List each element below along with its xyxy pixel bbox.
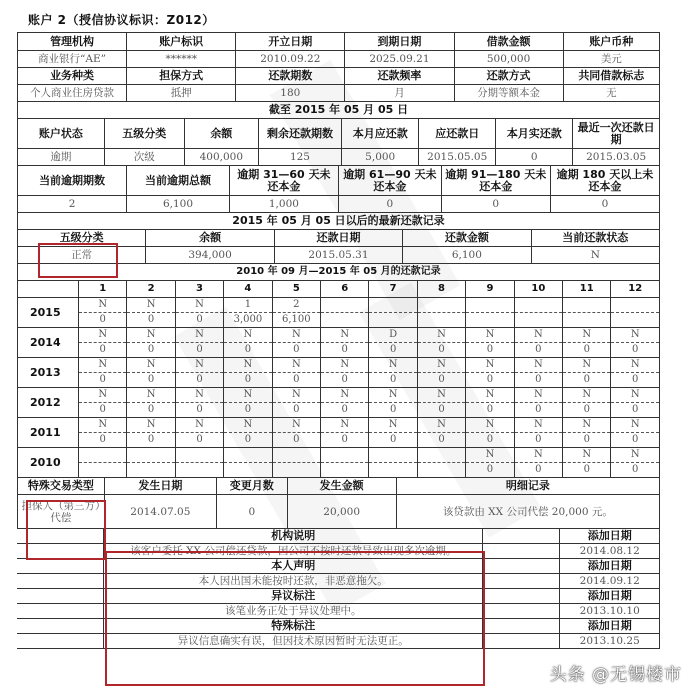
status-cell: N [466,328,514,343]
status-cell: N [78,418,126,433]
header-cell: 发生金额 [287,478,396,495]
value-cell: 500,000 [454,51,563,68]
amount-cell: 3,000 [224,313,272,328]
status-cell: N [321,358,369,373]
amount-cell: 0 [417,343,465,358]
status-cell [369,298,417,313]
header-cell: 担保方式 [127,68,236,85]
amount-cell: 0 [127,343,175,358]
amount-cell: 0 [466,343,514,358]
header-cell: 最近一次还款日期 [573,119,660,149]
header-cell: 还款日期 [274,230,402,247]
amount-cell: 0 [175,373,223,388]
value-cell: 商业银行“AE” [18,51,127,68]
header-cell: 五级分类 [18,230,146,247]
note-text: 本人因出国未能按时还款，非恶意拖欠。 [104,574,483,589]
amount-cell: 0 [514,463,562,478]
value-cell: 美元 [563,51,659,68]
amount-cell: 0 [466,403,514,418]
status-cell: N [127,298,175,313]
value-cell: 2 [18,196,127,213]
amount-cell: 0 [369,433,417,448]
amount-cell: 0 [417,403,465,418]
amount-cell: 0 [563,403,611,418]
year-label: 2012 [18,388,79,418]
status-cell: N [272,358,320,373]
status-cell: N [514,418,562,433]
year-label: 2013 [18,358,79,388]
note-date: 2014.08.12 [560,544,660,559]
header-cell: 逾期 91—180 天未还本金 [441,166,550,196]
header-cell: 还款期数 [236,68,345,85]
header-cell: 当前逾期总额 [127,166,230,196]
header-cell: 明细记录 [396,478,659,495]
header-cell: 本月应还款 [342,119,419,149]
latest-record-table [17,212,660,264]
status-cell: N [611,388,660,403]
amount-cell: 0 [369,343,417,358]
amount-cell: 0 [224,403,272,418]
amount-cell: 6,100 [272,313,320,328]
status-cell [175,448,223,463]
status-cell: N [466,448,514,463]
amount-cell: 0 [127,403,175,418]
status-cell [369,448,417,463]
status-cell: N [611,328,660,343]
amount-cell: 0 [369,373,417,388]
amount-cell: 0 [611,403,660,418]
amount-cell: 0 [417,433,465,448]
month-header: 9 [466,281,514,298]
amount-cell: 0 [127,373,175,388]
status-cell: N [563,388,611,403]
status-cell: N [272,388,320,403]
amount-cell [369,463,417,478]
section-title-latest: 2015 年 05 月 05 日以后的最新还款记录 [18,213,660,230]
amount-cell [417,313,465,328]
amount-cell: 0 [224,373,272,388]
amount-cell: 0 [514,403,562,418]
header-cell: 当前逾期期数 [18,166,127,196]
special-amount-value: 20,000 [287,495,396,529]
amount-cell [321,313,369,328]
value-cell: 正常 [18,247,146,264]
amount-cell: 0 [563,343,611,358]
status-cell: N [369,358,417,373]
status-cell: N [127,388,175,403]
note-date-label: 添加日期 [560,619,660,634]
header-cell: 账户标识 [127,33,236,51]
amount-cell [369,313,417,328]
notes-table [17,528,660,649]
note-title: 特殊标注 [104,619,483,634]
amount-cell: 0 [514,343,562,358]
status-cell: 2 [272,298,320,313]
value-cell: 次级 [104,149,184,166]
note-title: 异议标注 [104,589,483,604]
amount-cell: 0 [611,433,660,448]
header-cell: 业务种类 [18,68,127,85]
status-cell: N [611,418,660,433]
special-transaction-table [17,477,660,529]
header-cell: 本月实还款 [496,119,573,149]
amount-cell: 0 [78,373,126,388]
amount-cell: 0 [321,403,369,418]
note-date: 2013.10.10 [560,604,660,619]
header-cell: 账户状态 [18,119,105,149]
header-cell: 管理机构 [18,33,127,51]
month-header: 5 [272,281,320,298]
amount-cell: 0 [78,403,126,418]
status-cell [272,448,320,463]
note-text: 异议信息确实有误，但因技术原因暂时无法更正。 [104,634,483,649]
status-cell: N [127,358,175,373]
header-cell: 到期日期 [345,33,454,51]
amount-cell [514,313,562,328]
note-date-label: 添加日期 [560,589,660,604]
status-cell: N [224,328,272,343]
status-cell: N [563,358,611,373]
status-cell [321,448,369,463]
value-cell: 6,100 [127,196,230,213]
status-cell: N [175,388,223,403]
status-cell: N [514,388,562,403]
status-cell: N [611,358,660,373]
special-type-value: 担保人（第三方）代偿 [18,495,105,529]
note-title: 本人声明 [104,559,483,574]
status-cell: N [417,328,465,343]
value-cell: 180 [236,85,345,102]
amount-cell: 0 [466,463,514,478]
header-cell: 余额 [146,230,274,247]
amount-cell [127,463,175,478]
status-cell: N [466,388,514,403]
amount-cell: 0 [175,433,223,448]
status-cell: N [321,328,369,343]
amount-cell: 0 [224,433,272,448]
status-cell: N [321,418,369,433]
status-cell: N [175,358,223,373]
month-header: 2 [127,281,175,298]
year-label: 2010 [18,448,79,478]
value-cell: 394,000 [146,247,274,264]
status-cell: N [563,418,611,433]
header-cell: 五级分类 [104,119,184,149]
status-cell: N [175,298,223,313]
header-cell: 变更月数 [217,478,288,495]
special-date-value: 2014.07.05 [104,495,216,529]
amount-cell: 0 [563,463,611,478]
month-header: 10 [514,281,562,298]
value-cell: 2025.09.21 [345,51,454,68]
status-cell: N [563,448,611,463]
value-cell: 月 [345,85,454,102]
amount-cell: 0 [272,373,320,388]
amount-cell: 0 [514,373,562,388]
value-cell: 1,000 [229,196,338,213]
header-cell: 应还款日 [419,119,496,149]
header-cell: 还款频率 [345,68,454,85]
month-header: 7 [369,281,417,298]
credit-report-account [17,32,660,649]
status-cell: N [417,418,465,433]
amount-cell: 0 [514,433,562,448]
status-cell: N [78,388,126,403]
note-text: 该客户委托 XX 公司偿还贷款，因公司不按时还款导致出现多次逾期。 [104,544,483,559]
amount-cell: 0 [127,433,175,448]
amount-cell [563,313,611,328]
status-cell: N [514,328,562,343]
header-cell: 发生日期 [104,478,216,495]
value-cell: 0 [441,196,550,213]
status-cell: 1 [224,298,272,313]
amount-cell: 0 [321,373,369,388]
amount-cell: 0 [611,373,660,388]
note-date: 2014.09.12 [560,574,660,589]
amount-cell: 0 [175,343,223,358]
status-cell [417,298,465,313]
status-cell [611,298,660,313]
amount-cell: 0 [78,313,126,328]
status-cell: N [78,358,126,373]
header-cell: 逾期 31—60 天未还本金 [229,166,338,196]
amount-cell: 0 [369,403,417,418]
status-cell: N [78,298,126,313]
value-cell: 个人商业住房贷款 [18,85,127,102]
header-cell: 特殊交易类型 [18,478,105,495]
month-header: 3 [175,281,223,298]
status-cell: N [272,328,320,343]
status-cell: N [514,448,562,463]
status-cell [514,298,562,313]
overdue-table [17,165,660,213]
value-cell: 无 [563,85,659,102]
status-cell: N [175,418,223,433]
value-cell: 6,100 [403,247,531,264]
value-cell: 0 [550,196,659,213]
status-cell: N [369,418,417,433]
status-cell: N [611,448,660,463]
status-cell: N [563,328,611,343]
value-cell: 5,000 [342,149,419,166]
as-of-table [17,101,660,166]
section-title-history: 2010 年 09 月—2015 年 05 月的还款记录 [18,264,660,281]
header-cell: 逾期 180 天以上未还本金 [550,166,659,196]
amount-cell: 0 [563,433,611,448]
value-cell: 125 [258,149,341,166]
status-cell: N [175,328,223,343]
account-title: 账户 2（授信协议标识：Z012） [28,13,215,27]
section-title-as-of: 截至 2015 年 05 月 05 日 [18,102,660,119]
status-cell: N [369,388,417,403]
amount-cell [321,463,369,478]
amount-cell [417,463,465,478]
amount-cell [224,463,272,478]
amount-cell [466,313,514,328]
header-cell: 剩余还款期数 [258,119,341,149]
note-date-label: 添加日期 [560,559,660,574]
status-cell: N [127,418,175,433]
amount-cell: 0 [563,373,611,388]
basic-info-table [17,32,660,102]
amount-cell: 0 [175,403,223,418]
status-cell: D [369,328,417,343]
status-cell [321,298,369,313]
note-date: 2013.10.25 [560,634,660,649]
value-cell: 2015.03.05 [573,149,660,166]
amount-cell: 0 [466,373,514,388]
value-cell: ****** [127,51,236,68]
status-cell: N [466,418,514,433]
value-cell: 400,000 [184,149,258,166]
header-cell: 逾期 61—90 天未还本金 [338,166,441,196]
status-cell: N [224,388,272,403]
year-label: 2014 [18,328,79,358]
amount-cell: 0 [611,343,660,358]
month-header: 4 [224,281,272,298]
value-cell: 0 [496,149,573,166]
amount-cell: 0 [272,433,320,448]
status-cell [563,298,611,313]
month-header: 1 [78,281,126,298]
amount-cell: 0 [611,463,660,478]
amount-cell [175,463,223,478]
corner-cell [18,281,79,298]
status-cell [466,298,514,313]
month-header: 8 [417,281,465,298]
status-cell: N [78,328,126,343]
amount-cell: 0 [78,433,126,448]
special-detail-value: 该贷款由 XX 公司代偿 20,000 元。 [396,495,659,529]
value-cell: N [531,247,659,264]
value-cell: 2010.09.22 [236,51,345,68]
status-cell: N [224,418,272,433]
amount-cell: 0 [224,343,272,358]
year-label: 2015 [18,298,79,328]
status-cell: N [224,358,272,373]
status-cell: N [466,358,514,373]
value-cell: 抵押 [127,85,236,102]
status-cell: N [417,358,465,373]
special-months-value: 0 [217,495,288,529]
note-date-label: 添加日期 [560,529,660,544]
amount-cell: 0 [78,343,126,358]
month-header: 12 [611,281,660,298]
status-cell [78,448,126,463]
header-cell: 开立日期 [236,33,345,51]
status-cell: N [514,358,562,373]
status-cell: N [321,388,369,403]
year-label: 2011 [18,418,79,448]
value-cell: 逾期 [18,149,105,166]
note-text: 该笔业务正处于异议处理中。 [104,604,483,619]
status-cell: N [127,328,175,343]
amount-cell [272,463,320,478]
value-cell: 2015.05.05 [419,149,496,166]
amount-cell: 0 [272,343,320,358]
value-cell: 0 [338,196,441,213]
watermark-text: 头条 @无锡楼市 [549,665,682,685]
value-cell: 分期等额本金 [454,85,563,102]
repayment-history-table [17,263,660,298]
amount-cell: 0 [321,433,369,448]
amount-cell: 0 [272,403,320,418]
header-cell: 共同借款标志 [563,68,659,85]
month-header: 6 [321,281,369,298]
header-cell: 借款金额 [454,33,563,51]
amount-cell [611,313,660,328]
note-title: 机构说明 [104,529,483,544]
amount-cell: 0 [321,343,369,358]
value-cell: 2015.05.31 [274,247,402,264]
month-header: 11 [563,281,611,298]
header-cell: 还款方式 [454,68,563,85]
amount-cell: 0 [175,313,223,328]
status-cell [417,448,465,463]
status-cell: N [272,418,320,433]
status-cell [127,448,175,463]
amount-cell [78,463,126,478]
header-cell: 还款金额 [403,230,531,247]
amount-cell: 0 [417,373,465,388]
header-cell: 账户币种 [563,33,659,51]
amount-cell: 0 [127,313,175,328]
status-cell [224,448,272,463]
amount-cell: 0 [466,433,514,448]
header-cell: 余额 [184,119,258,149]
header-cell: 当前还款状态 [531,230,659,247]
repayment-history-body [17,297,660,478]
status-cell: N [417,388,465,403]
